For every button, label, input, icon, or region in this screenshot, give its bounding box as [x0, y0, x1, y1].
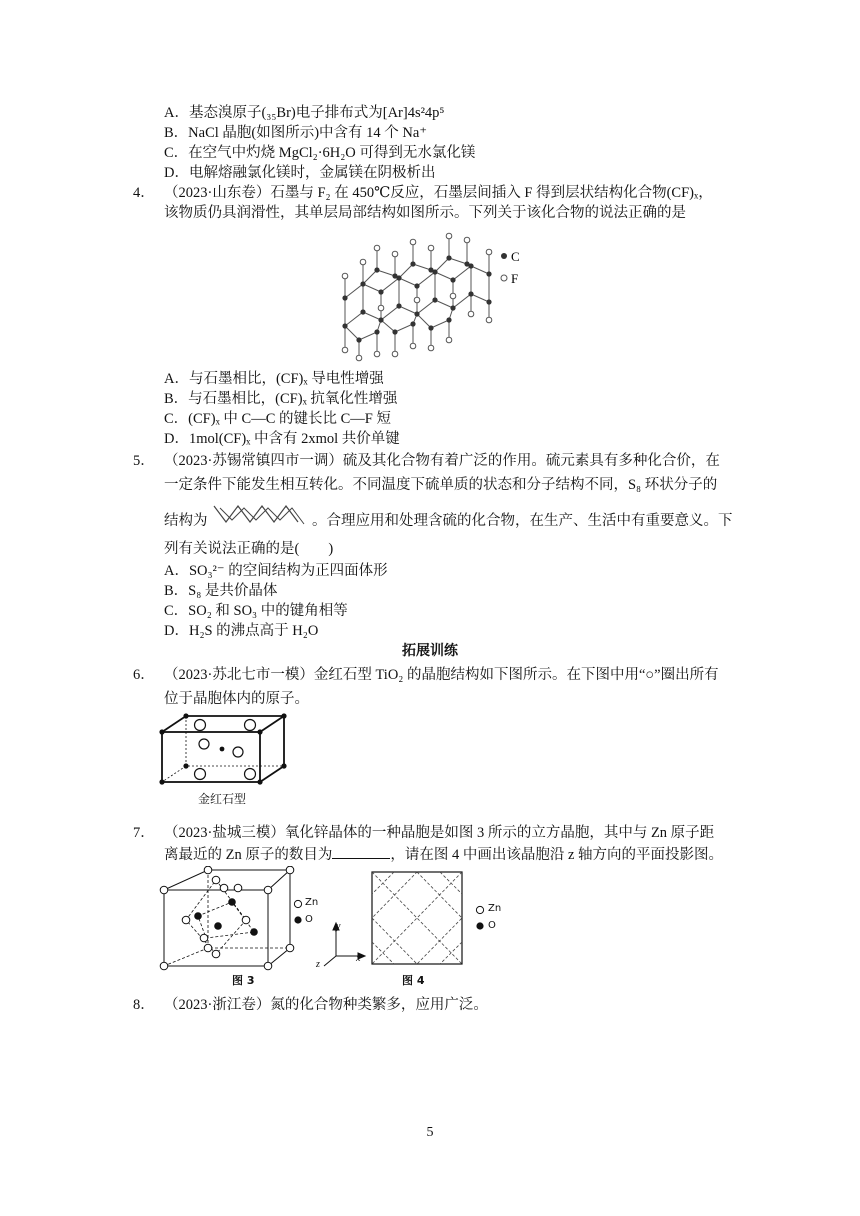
- q3-option-b: B．NaCl 晶胞(如图所示)中含有 14 个 Na⁺: [164, 125, 427, 141]
- zno-fig4-projection-grid: [370, 870, 466, 968]
- q5-number: 5．: [133, 453, 155, 469]
- q4-stem-line2: 该物质仍具润滑性，其单层局部结构如图所示。下列关于该化合物的说法正确的是: [164, 205, 686, 221]
- axis-y-label: y: [336, 921, 341, 932]
- q5-stem-line1: （2023·苏锡常镇四市一调）硫及其化合物有着广泛的作用。硫元素具有多种化合价，在: [164, 453, 720, 469]
- legend-c-label: C: [511, 249, 520, 264]
- q5-option-a: A．SO₃²⁻ 的空间结构为正四面体形: [164, 563, 388, 579]
- q8-number: 8．: [133, 997, 155, 1013]
- q7-stem-line1: （2023·盐城三模）氧化锌晶体的一种晶胞是如图 3 所示的立方晶胞，其中与 Zn 原子距: [164, 825, 715, 841]
- q3-option-d: D．电解熔融氯化镁时，金属镁在阴极析出: [164, 165, 436, 181]
- rutile-caption: 金红石型: [198, 792, 247, 806]
- q4-option-b: B．与石墨相比，(CF)ₓ 抗氧化性增强: [164, 391, 398, 407]
- q7-stem-line2b: ，请在图 4 中画出该晶胞沿 z 轴方向的平面投影图。: [390, 847, 724, 863]
- q5-stem-line2: 一定条件下能发生相互转化。不同温度下硫单质的状态和分子结构不同，S₈ 环状分子的: [164, 477, 718, 493]
- q5-stem-line4: 列有关说法正确的是( ): [164, 541, 334, 557]
- section-title: 拓展训练: [402, 643, 458, 659]
- q4-stem-line1: （2023·山东卷）石墨与 F₂ 在 450℃反应，石墨层间插入 F 得到层状结构化合物(CF)ₓ，: [164, 185, 713, 201]
- q7-stem-line2: [164, 846, 723, 864]
- q3-option-c: C．在空气中灼烧 MgCl₂·6H₂O 可得到无水氯化镁: [164, 145, 476, 161]
- axis-z-label: z: [316, 959, 320, 970]
- fig4-legend-o: O: [488, 920, 496, 931]
- s8-ring-zigzag-figure: [210, 498, 308, 532]
- fig4-caption: 图 4: [402, 974, 425, 987]
- q5-stem-line3b: 。合理应用和处理含硫的化合物，在生产、生活中有重要意义。下: [312, 513, 733, 529]
- q5-option-c: C．SO₂ 和 SO₃ 中的键角相等: [164, 603, 348, 619]
- q6-stem-line2: 位于晶胞体内的原子。: [164, 691, 309, 707]
- cf-layer-structure-figure: [325, 228, 535, 363]
- page-number: 5: [426, 1125, 434, 1140]
- q6-stem-line1: （2023·苏北七市一模）金红石型 TiO₂ 的晶胞结构如下图所示。在下图中用“○”圈出所有: [164, 667, 719, 683]
- fig3-legend-zn: Zn: [305, 897, 319, 908]
- q5-option-d: D．H₂S 的沸点高于 H₂O: [164, 623, 319, 639]
- q6-number: 6．: [133, 667, 155, 683]
- fig3-legend-o: O: [305, 914, 313, 925]
- q4-option-c: C．(CF)ₓ 中 C—C 的键长比 C—F 短: [164, 411, 391, 427]
- xyz-axes-figure: [316, 920, 370, 972]
- fig4-legend-zn: Zn: [488, 903, 502, 914]
- q8-stem-line1: （2023·浙江卷）氮的化合物种类繁多，应用广泛。: [164, 997, 488, 1013]
- axis-x-label: x: [356, 953, 361, 964]
- rutile-unit-cell-figure: [158, 712, 293, 787]
- q4-option-d: D．1mol(CF)ₓ 中含有 2xmol 共价单键: [164, 431, 400, 447]
- q5-option-b: B．S₈ 是共价晶体: [164, 583, 278, 599]
- q7-stem-line2a: 离最近的 Zn 原子的数目为: [164, 847, 333, 863]
- q7-number: 7．: [133, 825, 155, 841]
- q4-option-a: A．与石墨相比，(CF)ₓ 导电性增强: [164, 371, 384, 387]
- fig3-caption: 图 3: [232, 974, 255, 987]
- q3-option-a: A．基态溴原子(₃₅Br)电子排布式为[Ar]4s²4p⁵: [164, 105, 445, 121]
- legend-f-label: F: [511, 271, 519, 286]
- answer-blank[interactable]: [332, 846, 390, 859]
- q5-stem-line3a: 结构为: [164, 513, 208, 529]
- q4-number: 4．: [133, 185, 155, 201]
